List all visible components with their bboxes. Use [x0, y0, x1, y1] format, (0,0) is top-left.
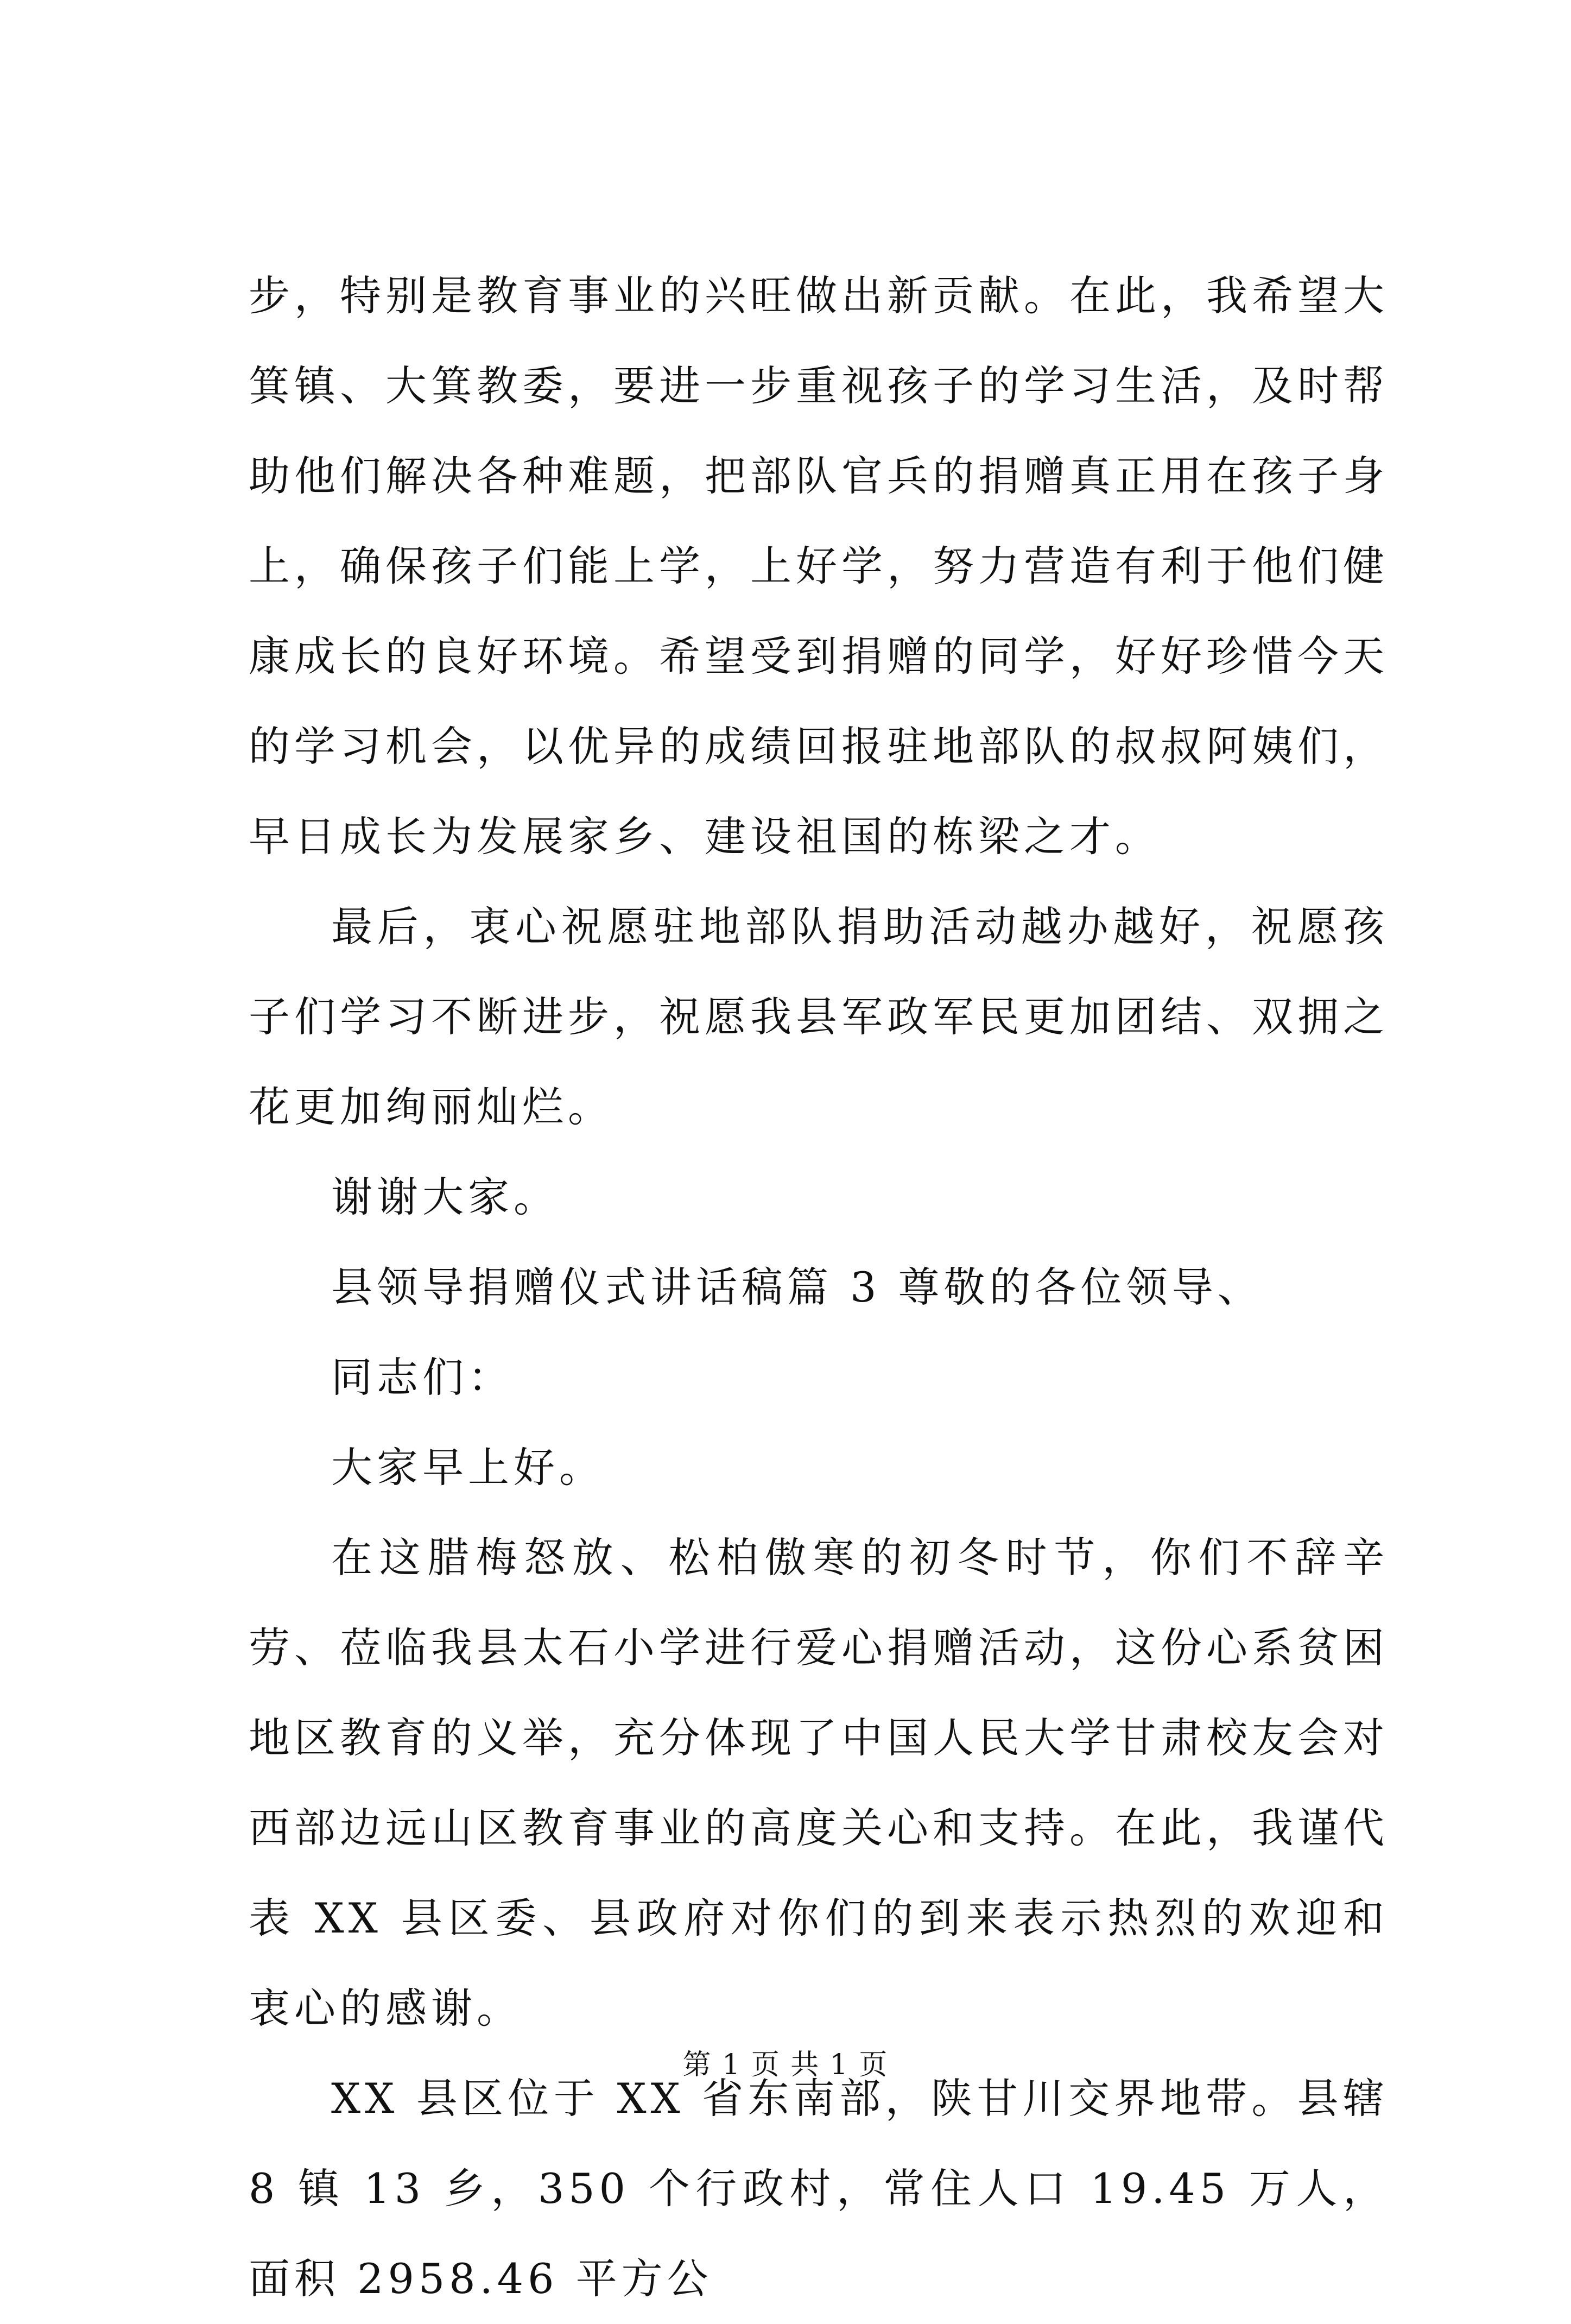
paragraph-closing-wishes: 最后，衷心祝愿驻地部队捐助活动越办越好，祝愿孩子们学习不断进步，祝愿我县军政军民更加团结、双拥之花更加绚丽灿烂。 [249, 902, 1389, 1131]
document-body [249, 251, 1389, 2324]
paragraph-continuation: 步，特别是教育事业的兴旺做出新贡献。在此，我希望大箕镇、大箕教委，要进一步重视孩子的学习生活，及时帮助他们解决各种难题，把部队官兵的捐赠真正用在孩子身上，确保孩子们能上学，上好学，努力营造有利于他们健康成长的良好环境。希望受到捐赠的同学，好好珍惜今天的学习机会，以优异的成绩回报驻地部队的叔叔阿姨们，早日成长为发展家乡、建设祖国的栋梁之才。 [249, 271, 1389, 861]
paragraph-thanks: 谢谢大家。 [331, 1173, 559, 1221]
paragraph-section-heading: 县领导捐赠仪式讲话稿篇 3 尊敬的各位领导、 [331, 1263, 1263, 1311]
page-footer: 第 1 页 共 1 页 [682, 2049, 889, 2081]
paragraph-salutation: 同志们： [331, 1353, 514, 1401]
paragraph-welcome: 在这腊梅怒放、松柏傲寒的初冬时节，你们不辞辛劳、莅临我县太石小学进行爱心捐赠活动，这份心系贫困地区教育的义举，充分体现了中国人民大学甘肃校友会对西部边远山区教育事业的高度关心和支持。在此，我谨代表 XX 县区委、县政府对你们的到来表示热烈的欢迎和衷心的感谢。 [249, 1533, 1389, 2032]
paragraph-greeting: 大家早上好。 [331, 1443, 605, 1492]
paragraph-county-intro: XX 县区位于 XX 省东南部，陕甘川交界地带。县辖 8 镇 13 乡，350 个行政村，常住人口 19.45 万人，面积 2958.46 平方公 [249, 2074, 1389, 2303]
